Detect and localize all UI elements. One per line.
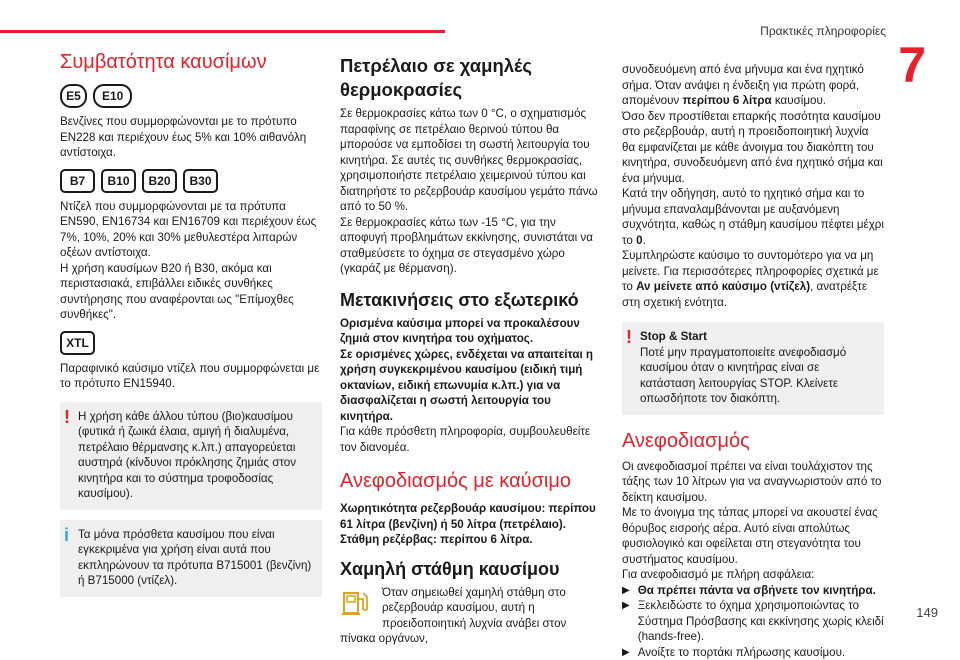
low-fuel-liters: περίπου 6 λίτρα xyxy=(682,94,771,107)
stop-start-note xyxy=(622,322,884,415)
b20-badge: B20 xyxy=(142,169,177,193)
refuelling-title: Ανεφοδιασμός με καύσιμο xyxy=(340,469,602,493)
low-temp-text-b: Σε θερμοκρασίες κάτω των -15 °C, για την αποφυγή προβλημάτων εκκίνησης, συνιστάται να σταθμεύσετε το όχημα σε στεγασμένο χώρο (γκαράζ με θέρμανση). xyxy=(340,215,602,277)
xtl-badges xyxy=(60,331,322,355)
list-item xyxy=(622,583,884,599)
column-fuel-compatibility xyxy=(60,50,322,597)
travel-abroad-bold-2: Σε ορισμένες χώρες, ενδέχεται να απαιτείται η χρήση συγκεκριμένου καυσίμου (ειδική τιμή οκτανίων, ειδική επωνυμία κ.λπ.) για να διασφαλίζεται η σωστή λειτουργία του κινητήρα. xyxy=(340,347,602,425)
b10-badge: B10 xyxy=(101,169,136,193)
driving-alert: Κατά την οδήγηση, αυτό το ηχητικό σήμα και το μήνυμα επαναλαμβάνονται με αυξανόμενη συχνότητα, καθώς η στάθμη καυσίμου πέφτει μέχρι το 0. xyxy=(622,186,884,248)
refuel-noise-text: Με το άνοιγμα της τάπας μπορεί να ακουστεί ένας θόρυβος εισροής αέρα. Αυτό είναι απολύτως φυσιολογικό και οφείλεται στη στεγανότητα του συστήματος καυσίμου. xyxy=(622,505,884,567)
low-fuel-title: Χαμηλή στάθμη καυσίμου xyxy=(340,558,602,581)
info-icon: i xyxy=(64,527,69,543)
chapter-number: 7 xyxy=(898,40,926,90)
column-diesel-travel xyxy=(340,54,602,647)
triangle-bullet-icon: ▶ xyxy=(622,598,630,645)
triangle-bullet-icon: ▶ xyxy=(622,583,630,599)
page-number: 149 xyxy=(916,605,938,620)
low-fuel-cont-text: συνοδευόμενη από ένα μήνυμα και ένα ηχητικό σήμα. Όταν ανάψει η ένδειξη για πρώτη φορά, απομένουν xyxy=(622,63,864,107)
diesel-description: Ντίζελ που συμμορφώνονται με τα πρότυπα EN590, EN16734 και EN16709 και περιέχουν έως 7%, 10%, 20% και 30% μεθυλεστέρα λιπαρών οξέων αντίστοιχα. xyxy=(60,199,322,261)
bullet-text: Ανοίξτε το πορτάκι πλήρωσης καυσίμου. xyxy=(638,645,845,660)
reserve-level: Στάθμη ρεζέρβας: περίπου 6 λίτρα. xyxy=(340,532,602,548)
petrol-badges xyxy=(60,84,322,108)
xtl-badge: XTL xyxy=(60,331,95,355)
fuel-compatibility-title: Συμβατότητα καυσίμων xyxy=(60,50,322,74)
column-low-fuel-refuelling xyxy=(622,62,884,660)
run-out-text-a: Συμπληρώστε καύσιμο το συντομότερο για να μη μείνετε. Για περισσότερες πληροφορίες σχετικά με το xyxy=(622,249,879,293)
low-fuel-block xyxy=(340,585,602,647)
bullet-text: Ξεκλειδώστε το όχημα χρησιμοποιώντας το Σύστημα Πρόσβασης και εκκίνησης χωρίς κλειδί (hands-free). xyxy=(638,598,884,645)
b30-badge: B30 xyxy=(183,169,218,193)
travel-abroad-title: Μετακινήσεις στο εξωτερικό xyxy=(340,289,602,312)
b7-badge: B7 xyxy=(60,169,95,193)
low-temp-text-a: Σε θερμοκρασίες κάτω των 0 °C, ο σχηματισμός παραφίνης σε πετρέλαιο θερινού τύπου θα μπορούσε να εμποδίσει τη σωστή λειτουργία του κινητήρα. Σε αυτές τις συνθήκες θερμοκρασίας, χρησιμοποιήστε πετρέλαιο χειμερινού τύπου και διατηρήστε το ρεζερβουάρ καυσίμου γεμάτο πάνω από το 50 %. xyxy=(340,106,602,215)
fuel-warning-icon xyxy=(340,587,374,617)
warning-note-text: Η χρήση κάθε άλλου τύπου (βιο)καυσίμου (φυτικά ή ζωικά έλαια, αμιγή ή διαλυμένα, πετρέλαιο θέρμανσης κ.λπ.) απαγορεύεται αυστηρά (κίνδυνοι πρόκλησης ζημιάς στον κινητήρα και το σύστημα τροφοδοσίας καυσίμου). xyxy=(78,409,314,502)
run-out-link: Αν μείνετε από καύσιμο (ντίζελ) xyxy=(636,280,810,293)
refuel-min-text: Οι ανεφοδιασμοί πρέπει να είναι τουλάχιστον της τάξης των 10 λίτρων για να αναγνωριστούν από το δείκτη καυσίμου. xyxy=(622,459,884,506)
refuel-title: Ανεφοδιασμός xyxy=(622,429,884,453)
list-item xyxy=(622,645,884,660)
warning-exclamation-icon: ! xyxy=(626,329,632,345)
e5-badge: E5 xyxy=(60,84,87,108)
travel-abroad-bold: Ορισμένα καύσιμα μπορεί να προκαλέσουν ζημιά στον κινητήρα του οχήματος. xyxy=(340,316,602,347)
low-fuel-text: Όταν σημειωθεί χαμηλή στάθμη στο ρεζερβουάρ καυσίμου, αυτή η προειδοποιητική λυχνία ανάβει στον πίνακα οργάνων, xyxy=(340,585,602,647)
diesel-badges xyxy=(60,169,322,193)
diesel-b20-b30-note: Η χρήση καυσίμων B20 ή B30, ακόμα και περιστασιακά, επιβάλλει ειδικές συνθήκες συντήρησης που αναφέρονται ως "Επίμοχθες συνθήκες". xyxy=(60,261,322,323)
low-fuel-cont xyxy=(622,62,884,109)
e10-badge: E10 xyxy=(93,84,132,108)
travel-abroad-text: Για κάθε πρόσθετη πληροφορία, συμβουλευθείτε τον διανομέα. xyxy=(340,424,602,455)
warning-exclamation-icon: ! xyxy=(64,409,70,425)
stop-start-title: Stop & Start xyxy=(640,329,876,345)
section-title: Πρακτικές πληροφορίες xyxy=(760,24,886,38)
driving-alert-zero: 0 xyxy=(636,234,642,247)
low-temp-title: Πετρέλαιο σε χαμηλές θερμοκρασίες xyxy=(340,54,602,102)
refuel-safety-text: Για ανεφοδιασμό με πλήρη ασφάλεια: xyxy=(622,567,884,583)
petrol-description: Βενζίνες που συμμορφώνονται με το πρότυπο EN228 και περιέχουν έως 5% και 10% αιθανόλη αντίστοιχα. xyxy=(60,114,322,161)
low-fuel-cont-end: καυσίμου. xyxy=(775,94,826,107)
info-note-text: Τα μόνα πρόσθετα καυσίμου που είναι εγκεκριμένα για χρήση είναι αυτά που εκπληρώνουν τα πρότυπα B715001 (βενζίνη) ή B715000 (ντίζελ). xyxy=(78,527,314,589)
low-fuel-repeat-text: Όσο δεν προστίθεται επαρκής ποσότητα καυσίμου στο ρεζερβουάρ, αυτή η προειδοποιητική λυχνία θα εμφανίζεται με κάθε άνοιγμα του διακόπτη του κινητήρα, συνοδευόμενη από ένα ηχητικό σήμα και ένα μήνυμα. xyxy=(622,109,884,187)
tank-capacity: Χωρητικότητα ρεζερβουάρ καυσίμου: περίπου 61 λίτρα (βενζίνη) ή 50 λίτρα (πετρέλαιο). xyxy=(340,501,602,532)
stop-start-text: Ποτέ μην πραγματοποιείτε ανεφοδιασμό καυσίμου όταν ο κινητήρας είναι σε κατάσταση λειτουργίας STOP. Κλείνετε οπωσδήποτε τον διακόπτη. xyxy=(640,345,876,407)
info-note xyxy=(60,520,322,597)
driving-alert-text: Κατά την οδήγηση, αυτό το ηχητικό σήμα και το μήνυμα επαναλαμβάνονται με αυξανόμενη συχνότητα, καθώς η στάθμη καυσίμου πέφτει μέχρι το xyxy=(622,187,884,247)
xtl-description: Παραφινικό καύσιμο ντίζελ που συμμορφώνεται με το πρότυπο EN15940. xyxy=(60,361,322,392)
header-rule xyxy=(0,30,445,33)
run-out-text-b: , ανατρέξτε στη σχετική ενότητα. xyxy=(622,280,867,309)
run-out-text xyxy=(622,248,884,310)
triangle-bullet-icon: ▶ xyxy=(622,645,630,660)
bullet-text: Θα πρέπει πάντα να σβήνετε τον κινητήρα. xyxy=(638,583,876,599)
warning-note xyxy=(60,402,322,510)
list-item xyxy=(622,598,884,645)
